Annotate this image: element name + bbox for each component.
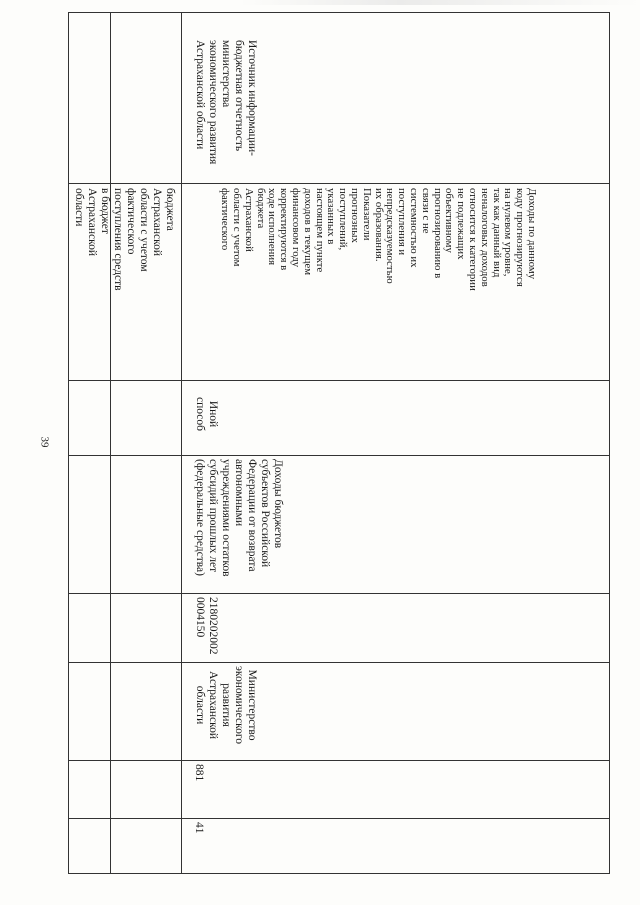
row-divider-1 [181, 12, 182, 874]
col-divider-4 [68, 593, 610, 594]
row-divider-0 [110, 12, 111, 874]
table-frame [68, 12, 610, 874]
cell-income-name: Доходы бюджетов субъектов Российской Федерации от возврата автономными учреждениями остатков субсидий прошлых лет (федеральные средства) [194, 459, 284, 577]
cell-info-source: Источник информации- бюджетная отчетность министерства экономического развития Астраханской области [194, 40, 258, 165]
cell-budget-continuation: бюджета Астраханской области с учетом фактического поступления средств в бюджет Астраханской области [73, 188, 176, 291]
cell-kbk-code: 2180202002 0004150 [194, 597, 219, 655]
col-divider-1 [68, 183, 610, 184]
scan-artifact [240, 0, 640, 5]
cell-forecast-method: Иной способ [194, 397, 219, 432]
cell-row-number: 41 [193, 822, 205, 834]
cell-administrator: Министерство экономического развития Астраханской области [194, 666, 258, 745]
col-divider-2 [68, 380, 610, 381]
col-divider-6 [68, 760, 610, 761]
col-divider-7 [68, 818, 610, 819]
col-divider-3 [68, 455, 610, 456]
cell-admin-code: 881 [193, 764, 205, 782]
col-divider-5 [68, 662, 610, 663]
cell-forecast-description: Доходы по данному коду прогнозируются на нулевом уровне, так как данный вид неналоговых доходов относится к категории не подлежащих объективному прогнозированию в связи с не системностью их поступления и непредсказуемостью их образования. Показатели прогнозных поступлений, указанных в настоящем пункте доходов в текущем финансовом году корректируются в ходе исполнения бюджета Астраханской области с учетом фактического [219, 188, 538, 291]
page-number: 39 [38, 436, 51, 448]
